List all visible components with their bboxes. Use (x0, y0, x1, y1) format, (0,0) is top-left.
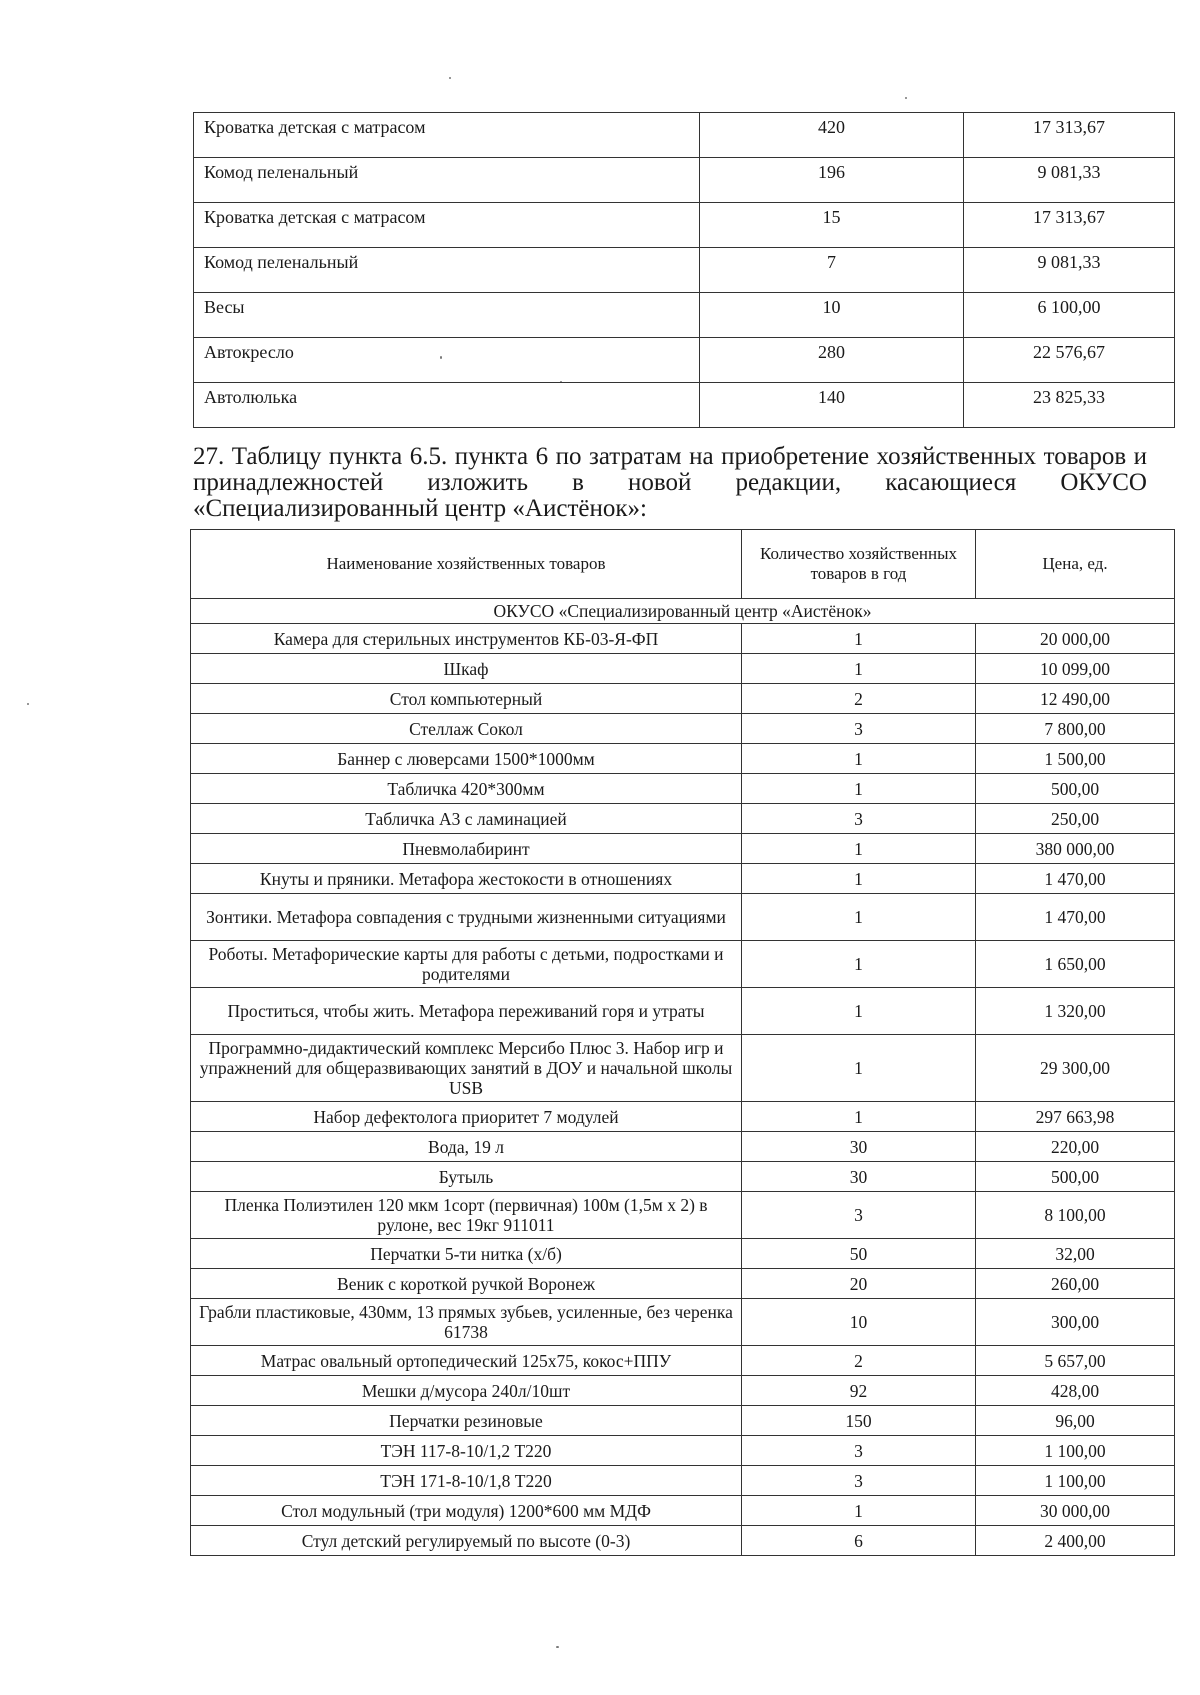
item-quantity: 1 (742, 1496, 976, 1526)
item-quantity: 3 (742, 1192, 976, 1239)
item-name: Комод пеленальный (194, 248, 700, 293)
table-row (191, 714, 1175, 744)
item-price: 22 576,67 (964, 338, 1175, 383)
item-price: 1 100,00 (976, 1466, 1175, 1496)
item-price: 9 081,33 (964, 248, 1175, 293)
item-price: 17 313,67 (964, 113, 1175, 158)
item-quantity: 10 (742, 1299, 976, 1346)
table-row (191, 744, 1175, 774)
table-row (191, 1132, 1175, 1162)
item-quantity: 92 (742, 1376, 976, 1406)
item-price: 250,00 (976, 804, 1175, 834)
item-quantity: 1 (742, 744, 976, 774)
organization-row (191, 599, 1175, 624)
table-row (194, 248, 1175, 293)
item-name: Перчатки резиновые (191, 1406, 742, 1436)
item-price: 500,00 (976, 774, 1175, 804)
item-price: 96,00 (976, 1406, 1175, 1436)
item-price: 20 000,00 (976, 624, 1175, 654)
item-name: Автокресло (194, 338, 700, 383)
item-quantity: 1 (742, 864, 976, 894)
table-row (191, 1436, 1175, 1466)
table-row (194, 383, 1175, 428)
scan-speck (905, 97, 907, 99)
table-row (194, 338, 1175, 383)
item-price: 9 081,33 (964, 158, 1175, 203)
item-name: Матрас овальный ортопедический 125х75, кокос+ППУ (191, 1346, 742, 1376)
item-quantity: 6 (742, 1526, 976, 1556)
table-row (191, 834, 1175, 864)
item-name: Табличка А3 с ламинацией (191, 804, 742, 834)
item-quantity: 1 (742, 1035, 976, 1102)
item-price: 220,00 (976, 1132, 1175, 1162)
item-name: Грабли пластиковые, 430мм, 13 прямых зубьев, усиленные, без черенка 61738 (191, 1299, 742, 1346)
table-row (191, 1466, 1175, 1496)
item-price: 300,00 (976, 1299, 1175, 1346)
item-name: Программно-дидактический комплекс Мерсибо Плюс 3. Набор игр и упражнений для общеразвивающих занятий в ДОУ и начальной школы USB (191, 1035, 742, 1102)
item-price: 7 800,00 (976, 714, 1175, 744)
item-price: 23 825,33 (964, 383, 1175, 428)
table-row (194, 203, 1175, 248)
header-name: Наименование хозяйственных товаров (191, 530, 742, 599)
table-row (191, 1526, 1175, 1556)
item-quantity: 196 (700, 158, 964, 203)
item-name: Табличка 420*300мм (191, 774, 742, 804)
item-quantity: 1 (742, 774, 976, 804)
item-quantity: 140 (700, 383, 964, 428)
item-name: Комод пеленальный (194, 158, 700, 203)
table-row (191, 1192, 1175, 1239)
item-price: 30 000,00 (976, 1496, 1175, 1526)
item-name: Вода, 19 л (191, 1132, 742, 1162)
item-price: 1 470,00 (976, 864, 1175, 894)
item-quantity: 1 (742, 988, 976, 1035)
item-price: 32,00 (976, 1239, 1175, 1269)
item-name: Кроватка детская с матрасом (194, 113, 700, 158)
item-name: Проститься, чтобы жить. Метафора переживаний горя и утраты (191, 988, 742, 1035)
organization-name: ОКУСО «Специализированный центр «Аистёнок» (191, 599, 1175, 624)
item-quantity: 3 (742, 714, 976, 744)
item-name: ТЭН 117-8-10/1,2 Т220 (191, 1436, 742, 1466)
table-row (191, 941, 1175, 988)
item-quantity: 30 (742, 1162, 976, 1192)
item-price: 8 100,00 (976, 1192, 1175, 1239)
table-row (191, 1102, 1175, 1132)
item-quantity: 1 (742, 894, 976, 941)
item-price: 1 500,00 (976, 744, 1175, 774)
item-quantity: 10 (700, 293, 964, 338)
table-row (191, 1035, 1175, 1102)
item-quantity: 1 (742, 624, 976, 654)
table-row (191, 624, 1175, 654)
item-name: Кнуты и пряники. Метафора жестокости в отношениях (191, 864, 742, 894)
scan-speck (27, 703, 29, 705)
table-row (191, 1376, 1175, 1406)
table-row (191, 774, 1175, 804)
item-name: Баннер с люверсами 1500*1000мм (191, 744, 742, 774)
table-row (191, 1299, 1175, 1346)
header-quantity: Количество хозяйственных товаров в год (742, 530, 976, 599)
item-quantity: 280 (700, 338, 964, 383)
item-name: Стул детский регулируемый по высоте (0-3) (191, 1526, 742, 1556)
table-row (191, 894, 1175, 941)
item-name: Зонтики. Метафора совпадения с трудными жизненными ситуациями (191, 894, 742, 941)
header-price: Цена, ед. (976, 530, 1175, 599)
item-price: 12 490,00 (976, 684, 1175, 714)
item-quantity: 3 (742, 1466, 976, 1496)
item-name: Мешки д/мусора 240л/10шт (191, 1376, 742, 1406)
item-price: 10 099,00 (976, 654, 1175, 684)
table-row (191, 1346, 1175, 1376)
item-quantity: 7 (700, 248, 964, 293)
item-quantity: 2 (742, 1346, 976, 1376)
item-price: 2 400,00 (976, 1526, 1175, 1556)
item-name: Роботы. Метафорические карты для работы с детьми, подростками и родителями (191, 941, 742, 988)
table-row (194, 158, 1175, 203)
table-header-row (191, 530, 1175, 599)
table-row (191, 654, 1175, 684)
scan-speck (449, 77, 451, 79)
table-row (191, 1269, 1175, 1299)
item-quantity: 3 (742, 804, 976, 834)
item-quantity: 1 (742, 1102, 976, 1132)
item-name: Весы (194, 293, 700, 338)
item-quantity: 150 (742, 1406, 976, 1436)
item-name: Кроватка детская с матрасом (194, 203, 700, 248)
table-row (191, 1406, 1175, 1436)
item-price: 1 470,00 (976, 894, 1175, 941)
item-price: 5 657,00 (976, 1346, 1175, 1376)
item-quantity: 20 (742, 1269, 976, 1299)
item-name: Стол модульный (три модуля) 1200*600 мм МДФ (191, 1496, 742, 1526)
table-row (191, 684, 1175, 714)
table-row (194, 293, 1175, 338)
item-quantity: 50 (742, 1239, 976, 1269)
item-quantity: 30 (742, 1132, 976, 1162)
household-goods-table (190, 529, 1175, 1556)
item-price: 260,00 (976, 1269, 1175, 1299)
item-price: 29 300,00 (976, 1035, 1175, 1102)
table-row (191, 864, 1175, 894)
item-quantity: 420 (700, 113, 964, 158)
furniture-price-table (193, 112, 1175, 428)
table-row (191, 988, 1175, 1035)
item-name: Веник с короткой ручкой Воронеж (191, 1269, 742, 1299)
amendment-paragraph: 27. Таблицу пункта 6.5. пункта 6 по затратам на приобретение хозяйственных товаров и принадлежностей изложить в новой редакции, касающиеся ОКУСО «Специализированный центр «Аистёнок»: (193, 443, 1147, 522)
item-price: 500,00 (976, 1162, 1175, 1192)
item-name: Пневмолабиринт (191, 834, 742, 864)
item-price: 1 320,00 (976, 988, 1175, 1035)
item-name: Набор дефектолога приоритет 7 модулей (191, 1102, 742, 1132)
item-name: Стеллаж Сокол (191, 714, 742, 744)
item-name: Бутыль (191, 1162, 742, 1192)
item-name: Стол компьютерный (191, 684, 742, 714)
item-quantity: 1 (742, 941, 976, 988)
item-name: Пленка Полиэтилен 120 мкм 1сорт (первичная) 100м (1,5м х 2) в рулоне, вес 19кг 911011 (191, 1192, 742, 1239)
item-price: 6 100,00 (964, 293, 1175, 338)
scan-speck (556, 1646, 559, 1648)
item-name: Камера для стерильных инструментов КБ-03-Я-ФП (191, 624, 742, 654)
item-name: Автолюлька (194, 383, 700, 428)
item-quantity: 3 (742, 1436, 976, 1466)
item-quantity: 1 (742, 834, 976, 864)
table-row (194, 113, 1175, 158)
item-quantity: 1 (742, 654, 976, 684)
item-name: Шкаф (191, 654, 742, 684)
item-price: 380 000,00 (976, 834, 1175, 864)
table-row (191, 804, 1175, 834)
item-name: ТЭН 171-8-10/1,8 Т220 (191, 1466, 742, 1496)
table-row (191, 1239, 1175, 1269)
item-price: 1 100,00 (976, 1436, 1175, 1466)
item-price: 1 650,00 (976, 941, 1175, 988)
table-row (191, 1162, 1175, 1192)
item-quantity: 2 (742, 684, 976, 714)
item-price: 428,00 (976, 1376, 1175, 1406)
item-price: 17 313,67 (964, 203, 1175, 248)
item-name: Перчатки 5-ти нитка (х/б) (191, 1239, 742, 1269)
item-price: 297 663,98 (976, 1102, 1175, 1132)
table-row (191, 1496, 1175, 1526)
item-quantity: 15 (700, 203, 964, 248)
